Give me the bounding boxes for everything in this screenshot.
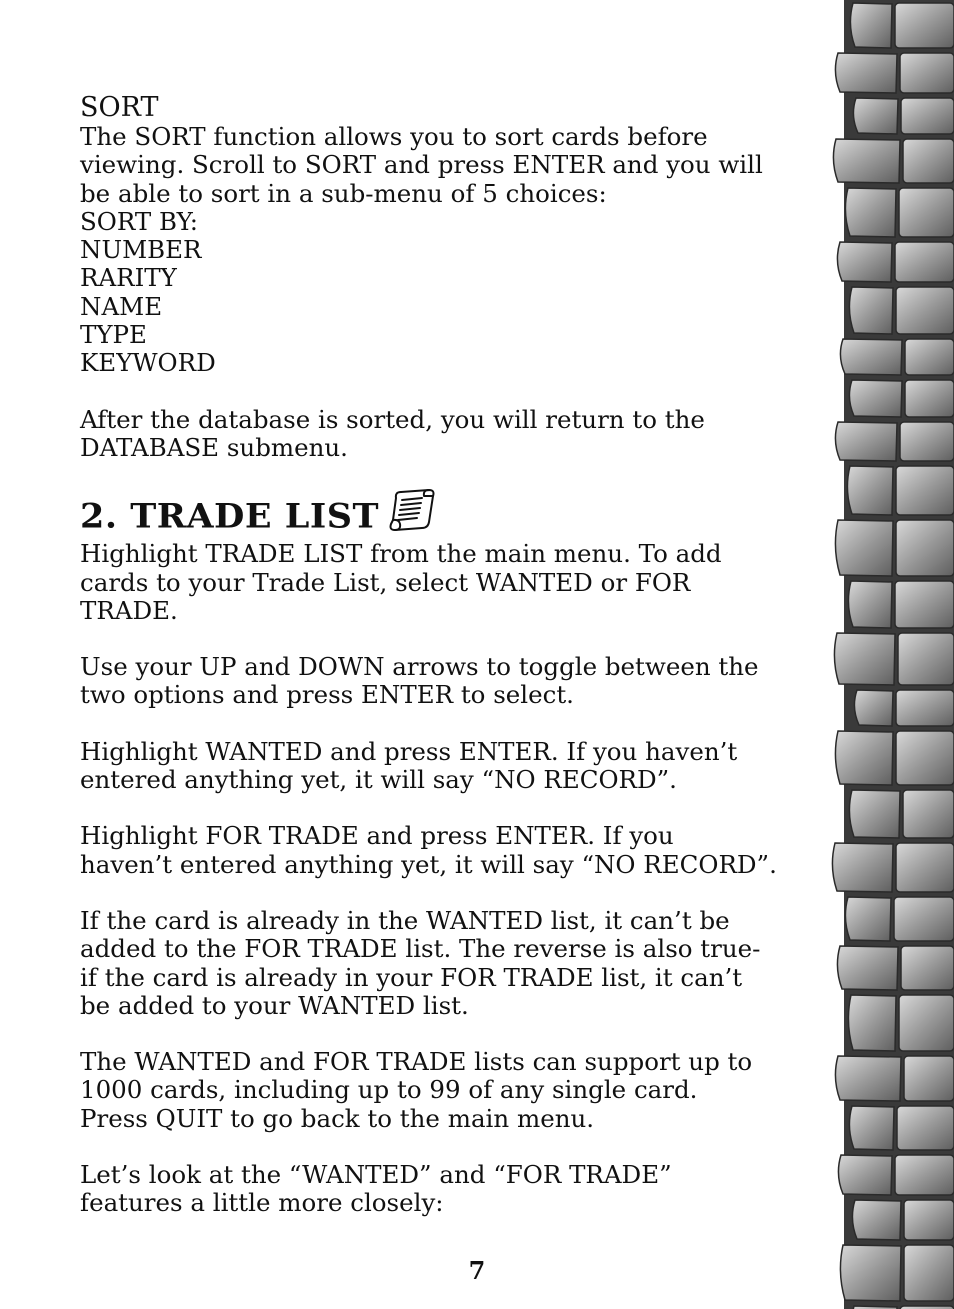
wall-stone	[845, 897, 891, 941]
sort-section	[80, 93, 805, 462]
scroll-icon	[385, 486, 439, 534]
wall-stone	[837, 946, 898, 990]
sort-intro: The SORT function allows you to sort cards before viewing. Scroll to SORT and press ENTER and you will be able to sort in a sub-menu of 5 choices:	[80, 122, 763, 208]
page-content	[80, 93, 805, 1218]
wall-stone	[901, 946, 954, 990]
wall-stone	[895, 3, 954, 48]
trade-paragraph-7: Let’s look at the “WANTED” and “FOR TRADE” features a little more closely:	[80, 1160, 672, 1218]
wall-stone	[901, 98, 954, 134]
wall-stone	[904, 1056, 954, 1101]
wall-stone	[895, 1155, 954, 1195]
sort-option-keyword: KEYWORD	[80, 348, 216, 378]
wall-stone	[894, 897, 954, 941]
wall-stone	[849, 380, 902, 417]
wall-stone	[899, 188, 954, 237]
sort-by-label: SORT BY:	[80, 206, 198, 236]
wall-stone	[903, 139, 954, 183]
wall-stone	[835, 53, 897, 93]
wall-stone	[838, 1155, 892, 1195]
trade-paragraph-3: Highlight WANTED and press ENTER. If you haven’t entered anything yet, it will say “NO RECORD”.	[80, 736, 738, 795]
wall-stone	[896, 466, 954, 515]
wall-stones	[832, 0, 954, 1309]
wall-stone	[897, 1106, 954, 1150]
trade-paragraph-4: Highlight FOR TRADE and press ENTER. If you haven’t entered anything yet, it will say “NO RECORD”.	[80, 821, 777, 879]
wall-stone	[840, 339, 902, 375]
wall-stone	[850, 3, 892, 48]
wall-stone	[898, 633, 954, 685]
wall-stone	[896, 690, 954, 726]
wall-stone	[904, 1245, 954, 1301]
wall-stone	[904, 1200, 954, 1240]
wall-stone	[840, 1245, 901, 1301]
page-number: 7	[468, 1256, 486, 1285]
trade-list-title	[80, 492, 805, 540]
wall-stone	[895, 581, 954, 628]
wall-stone	[899, 995, 954, 1051]
trade-paragraph-6: The WANTED and FOR TRADE lists can support up to 1000 cards, including up to 99 of any single card. Press QUIT to go back to the main menu.	[80, 1047, 753, 1133]
wall-stone	[835, 731, 893, 785]
wall-stone	[832, 843, 893, 892]
wall-stone	[852, 1200, 901, 1240]
wall-stone	[896, 843, 954, 892]
sort-option-rarity: RARITY	[80, 263, 177, 293]
wall-stone	[896, 287, 954, 334]
wall-stone	[854, 690, 893, 726]
sort-option-type: TYPE	[80, 320, 147, 350]
wall-stone	[835, 422, 897, 461]
wall-stone	[900, 53, 954, 93]
wall-stone	[849, 287, 893, 334]
wall-stone	[853, 98, 898, 134]
wall-stone	[896, 520, 954, 576]
wall-stone	[849, 1106, 894, 1150]
wall-stone	[895, 242, 954, 282]
trade-paragraph-5: If the card is already in the WANTED list, it can’t be added to the FOR TRADE list. The reverse is also true- if the card is already in your FOR TRADE list, it can’t be added to your WANTED list.	[80, 905, 761, 1020]
sort-heading: SORT	[80, 92, 159, 123]
wall-stone	[905, 339, 954, 375]
wall-stone	[900, 422, 954, 461]
wall-stone	[847, 466, 893, 515]
wall-stone	[835, 1056, 901, 1101]
stone-wall-border	[824, 0, 954, 1309]
wall-stone	[833, 139, 900, 183]
wall-stone	[848, 995, 896, 1051]
trade-list-section	[80, 492, 805, 1217]
wall-stone	[848, 581, 892, 628]
wall-stone	[834, 633, 895, 685]
wall-stone	[837, 242, 892, 282]
wall-stone	[845, 188, 896, 237]
wall-stone	[835, 520, 893, 576]
wall-stone	[896, 731, 954, 785]
sort-option-number: NUMBER	[80, 235, 202, 265]
wall-stone	[905, 380, 954, 417]
trade-paragraph-2: Use your UP and DOWN arrows to toggle between the two options and press ENTER to select.	[80, 652, 759, 710]
wall-stone	[849, 790, 900, 838]
trade-list-title-text: 2. TRADE LIST	[80, 496, 380, 536]
sort-option-name: NAME	[80, 291, 163, 321]
wall-stone	[903, 790, 954, 838]
sort-after: After the database is sorted, you will return to the DATABASE submenu.	[80, 404, 705, 462]
trade-paragraph-1: Highlight TRADE LIST from the main menu. To add cards to your Trade List, select WANTED or FOR TRADE.	[80, 539, 722, 625]
